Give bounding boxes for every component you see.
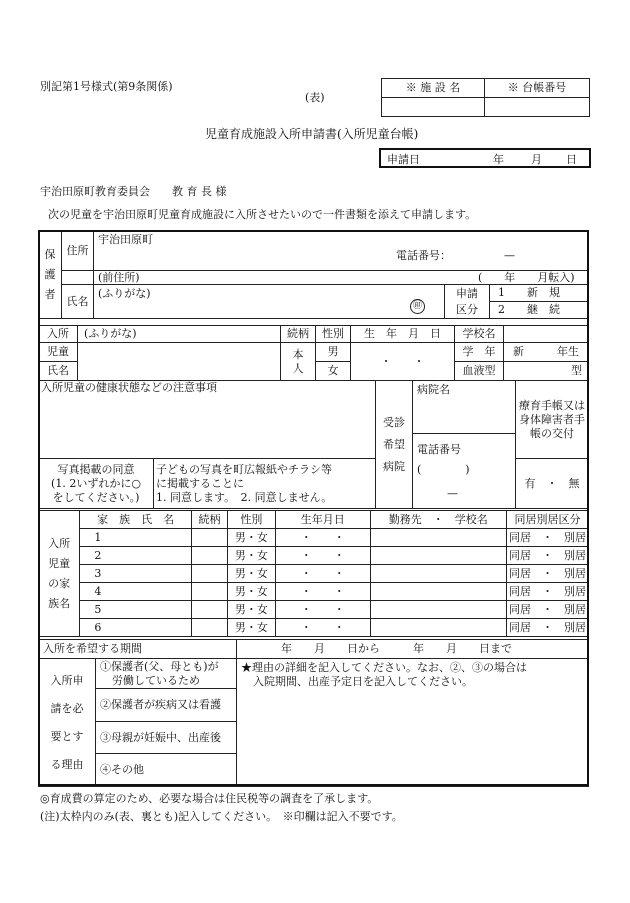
family-member-workplace[interactable]: [370, 529, 506, 547]
school-label: 学校名: [455, 326, 504, 343]
child-label-3: 氏名: [39, 362, 78, 381]
birthdate-label: 生 年 月 日: [351, 326, 455, 343]
town-name: 宇治田原町: [98, 233, 153, 246]
guardian-furigana: (ふりがな): [98, 287, 151, 300]
seal-mark: ㊞: [410, 299, 425, 314]
child-label-2: 児童: [39, 343, 78, 362]
address-label: 住所: [62, 231, 94, 271]
child-birthdate[interactable]: ・ ・: [351, 343, 455, 381]
guardian-name-label: 氏名: [62, 285, 94, 319]
family-member-workplace[interactable]: [370, 565, 506, 583]
guardian-phone-dash: —: [504, 249, 515, 262]
guardian-name-field[interactable]: [94, 285, 445, 319]
table-row: [39, 583, 589, 601]
family-member-workplace[interactable]: [370, 583, 506, 601]
hospital-visit-label: 受診 希望 病院: [376, 381, 413, 509]
reason-note-1: ★理由の詳細を記入してください。なお、②、③の場合は: [241, 661, 527, 674]
child-label-1: 入所: [39, 326, 78, 343]
relation-label: 続柄: [281, 326, 316, 343]
ledger-number-label: ※ 台帳番号: [485, 79, 590, 98]
application-date-box[interactable]: [379, 148, 591, 168]
period-field[interactable]: 年 月 日から 年 月 日まで: [237, 640, 589, 659]
relation-self: 本 人: [281, 343, 316, 381]
family-member-birthdate[interactable]: ・ ・: [275, 601, 370, 619]
reason-detail-field[interactable]: [237, 659, 589, 787]
table-row: [39, 601, 589, 619]
family-gender-header: 性別: [227, 511, 275, 529]
reason-option-3[interactable]: ③母親が妊娠中、出産後: [96, 722, 237, 754]
family-member-relation[interactable]: [191, 529, 227, 547]
child-table: [38, 325, 589, 381]
family-member-relation[interactable]: [191, 565, 227, 583]
blood-type-value[interactable]: 型: [504, 362, 589, 381]
family-member-name[interactable]: 3: [80, 565, 192, 583]
family-member-gender[interactable]: 男・女: [227, 583, 275, 601]
family-relation-header: 続柄: [191, 511, 227, 529]
hospital-phone-label: 電話番号: [417, 443, 462, 456]
grade-label: 学 年: [455, 343, 504, 362]
school-field[interactable]: [504, 326, 589, 343]
photo-consent-options[interactable]: 子どもの写真を町広報紙やチラシ等 に掲載することに 1. 同意します。 2. 同意しません。: [154, 459, 376, 509]
date-label: 申請日: [387, 153, 420, 166]
blood-type-label: 血液型: [455, 362, 504, 381]
hospital-field[interactable]: [413, 381, 516, 509]
family-member-gender[interactable]: 男・女: [227, 619, 275, 637]
child-furigana[interactable]: (ふりがな): [78, 326, 281, 343]
table-row: [39, 529, 589, 547]
facility-name-field[interactable]: [382, 98, 485, 117]
reason-side-label: 入所申 請を必 要とす る理由: [39, 659, 96, 787]
handbook-label: 療育手帳又は 身体障害者手 帳の交付: [516, 381, 589, 459]
family-name-header: 家 族 氏 名: [80, 511, 192, 529]
family-table: [38, 510, 589, 637]
family-member-relation[interactable]: [191, 619, 227, 637]
guardian-table: [38, 230, 589, 319]
date-day-unit: 日: [566, 153, 577, 166]
family-member-birthdate[interactable]: ・ ・: [275, 529, 370, 547]
side-indicator: (表): [305, 91, 325, 104]
handbook-value[interactable]: 有 ・ 無: [516, 459, 589, 509]
family-member-gender[interactable]: 男・女: [227, 601, 275, 619]
grade-value[interactable]: 新 年生: [504, 343, 589, 362]
family-member-birthdate[interactable]: ・ ・: [275, 565, 370, 583]
health-notes-field[interactable]: [39, 381, 376, 459]
ledger-number-field[interactable]: [485, 98, 590, 117]
family-member-birthdate[interactable]: ・ ・: [275, 547, 370, 565]
footer-consent: ◎育成費の算定のため、必要な場合は住民税等の調査を了承します。: [40, 792, 379, 805]
reason-note-2: 入院期間、出産予定日を記入してください。: [253, 675, 473, 688]
hospital-phone-dash: —: [447, 487, 459, 500]
family-member-birthdate[interactable]: ・ ・: [275, 583, 370, 601]
family-member-residence[interactable]: 同居 ・ 別居: [507, 583, 589, 601]
family-member-name[interactable]: 1: [80, 529, 192, 547]
family-member-relation[interactable]: [191, 547, 227, 565]
family-member-gender[interactable]: 男・女: [227, 547, 275, 565]
date-month-unit: 月: [531, 153, 542, 166]
family-member-residence[interactable]: 同居 ・ 別居: [507, 547, 589, 565]
family-member-relation[interactable]: [191, 583, 227, 601]
family-member-residence[interactable]: 同居 ・ 別居: [507, 565, 589, 583]
family-member-name[interactable]: 4: [80, 583, 192, 601]
period-label: 入所を希望する期間: [39, 640, 237, 659]
form-reference: 別記第1号様式(第9条関係): [40, 80, 173, 93]
family-member-relation[interactable]: [191, 601, 227, 619]
family-member-residence[interactable]: 同居 ・ 別居: [507, 529, 589, 547]
application-type-label: 申請 区分: [445, 285, 490, 319]
child-name-field[interactable]: [78, 343, 281, 381]
family-side-label: 入所 児童 の家 族名: [39, 511, 80, 637]
family-member-name[interactable]: 5: [80, 601, 192, 619]
family-residence-header: 同居別居区分: [507, 511, 589, 529]
family-workplace-header: 勤務先 ・ 学校名: [370, 511, 506, 529]
table-row: [39, 619, 589, 637]
date-year-unit: 年: [493, 153, 504, 166]
gender-female[interactable]: 女: [316, 362, 351, 381]
family-member-name[interactable]: 2: [80, 547, 192, 565]
family-member-name[interactable]: 6: [80, 619, 192, 637]
transfer-date: ( 年 月転入): [478, 271, 575, 284]
reason-option-2[interactable]: ②保護者が疾病又は看護: [96, 689, 237, 722]
gender-label: 性別: [316, 326, 351, 343]
application-type-new[interactable]: 1 新 規: [490, 285, 589, 302]
health-table: [38, 380, 589, 509]
application-type-continue[interactable]: 2 継 続: [490, 302, 589, 319]
previous-address-field[interactable]: [94, 271, 589, 285]
family-member-workplace[interactable]: [370, 601, 506, 619]
table-row: [39, 565, 589, 583]
gender-male[interactable]: 男: [316, 343, 351, 362]
previous-address-label: (前住所): [98, 271, 140, 284]
hospital-phone-parens: ( ): [417, 463, 470, 476]
reason-option-4[interactable]: ④その他: [96, 754, 237, 787]
intro-text: 次の児童を宇治田原町児童育成施設に入所させたいので一件書類を添えて申請します。: [48, 208, 477, 221]
facility-name-label: ※ 施 設 名: [382, 79, 485, 98]
family-member-residence[interactable]: 同居 ・ 別居: [507, 619, 589, 637]
family-member-workplace[interactable]: [370, 619, 506, 637]
hospital-name-label: 病院名: [417, 383, 451, 396]
facility-ledger-box: [381, 78, 590, 117]
family-birthdate-header: 生年月日: [275, 511, 370, 529]
family-member-workplace[interactable]: [370, 547, 506, 565]
guardian-row-label: 保 護 者: [39, 231, 62, 319]
page-title: 児童育成施設入所申請書(入所児童台帳): [205, 127, 419, 141]
address-field[interactable]: [94, 231, 589, 271]
family-member-gender[interactable]: 男・女: [227, 565, 275, 583]
family-member-gender[interactable]: 男・女: [227, 529, 275, 547]
addressee: 宇治田原町教育委員会 教 育 長 様: [40, 185, 227, 198]
health-notes-label: 入所児童の健康状態などの注意事項: [41, 381, 217, 394]
reason-table: [38, 639, 589, 787]
photo-consent-label: 写真掲載の同意 (1. 2いずれかに○ をしてください。): [39, 459, 154, 509]
family-member-birthdate[interactable]: ・ ・: [275, 619, 370, 637]
family-member-residence[interactable]: 同居 ・ 別居: [507, 601, 589, 619]
footer-note: (注)太枠内のみ(表、裏とも)記入してください。 ※印欄は記入不要です。: [40, 810, 403, 823]
guardian-phone-label: 電話番号：: [396, 249, 451, 262]
table-row: [39, 547, 589, 565]
reason-option-1[interactable]: ①保護者(父、母とも)が 労働しているため: [96, 659, 237, 689]
